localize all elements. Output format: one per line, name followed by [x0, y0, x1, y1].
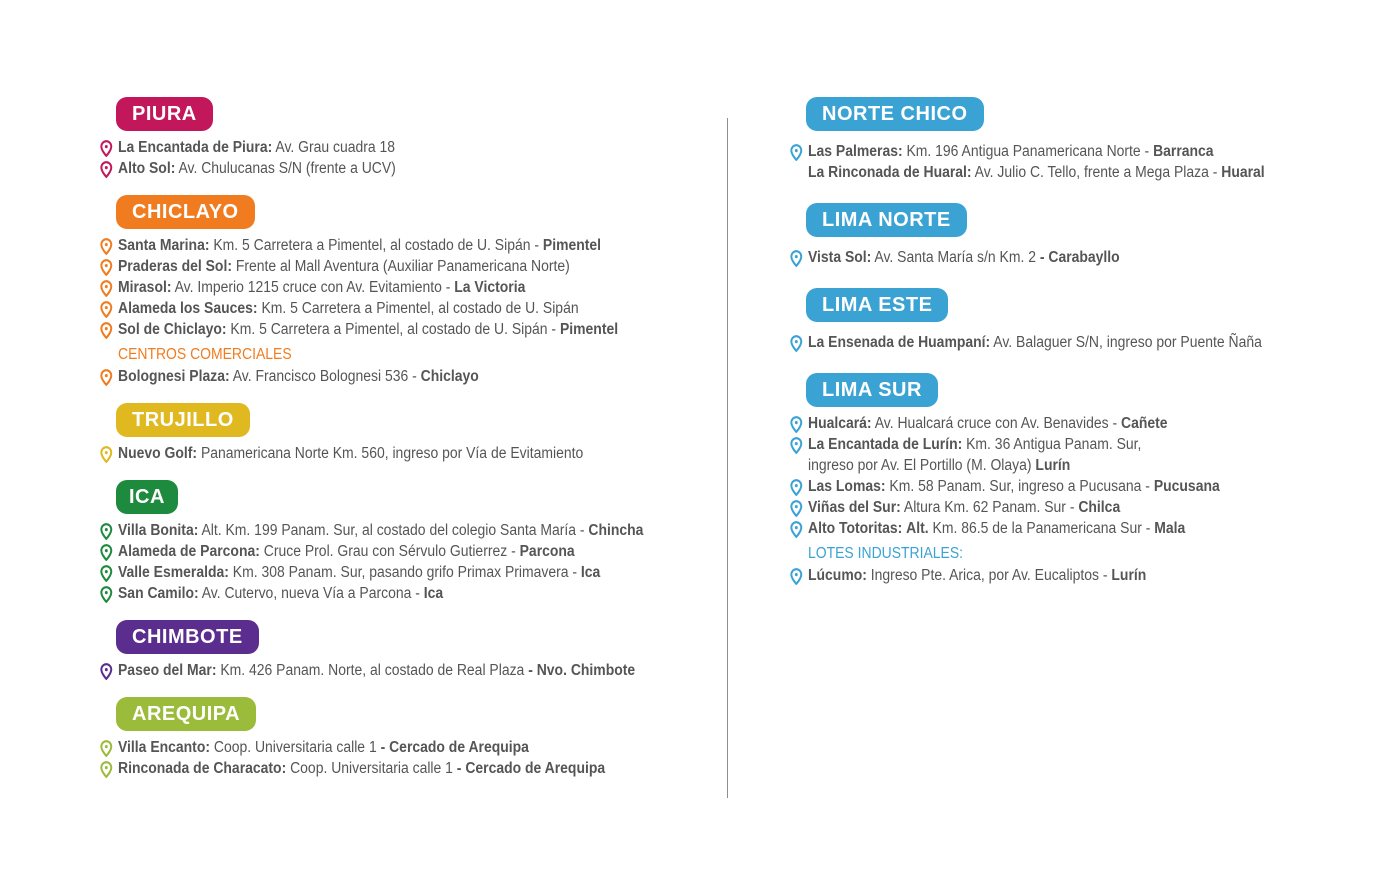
location-name: Alto Sol: [118, 160, 176, 177]
location-address: Coop. Universitaria calle 1 [290, 760, 457, 777]
map-pin-icon [100, 301, 113, 318]
location-name: Viñas del Sur: [808, 499, 901, 516]
map-pin-icon [790, 521, 803, 538]
location-place: - Cercado de Arequipa [380, 739, 529, 756]
location-list [100, 660, 710, 681]
subheading-lotes-industriales: LOTES INDUSTRIALES: [808, 545, 964, 562]
location-list [790, 332, 1350, 353]
list-item [100, 737, 727, 758]
location-name: Rinconada de Characato: [118, 760, 287, 777]
location-name: Sol de Chiclayo: [118, 321, 227, 338]
region-badge-chiclayo: CHICLAYO [116, 195, 255, 229]
location-list [100, 137, 710, 179]
location-name: Valle Esmeralda: [118, 564, 229, 581]
region-badge-arequipa: AREQUIPA [116, 697, 256, 731]
list-item [790, 518, 1367, 539]
list-item [100, 158, 727, 179]
location-place: Cañete [1121, 415, 1168, 432]
location-address-line2 [808, 455, 1367, 476]
list-item [100, 235, 727, 256]
region-lima-sur [790, 373, 1350, 586]
map-pin-icon [100, 523, 113, 540]
map-pin-icon [100, 322, 113, 339]
location-address: Av. Cutervo, nueva Vía a Parcona - [201, 585, 424, 602]
location-place: Huaral [1221, 164, 1265, 181]
region-badge-norte-chico: NORTE CHICO [806, 97, 984, 131]
location-name: La Encantada de Piura: [118, 139, 273, 156]
list-item [790, 247, 1367, 268]
location-list [790, 141, 1350, 183]
location-address: Cruce Prol. Grau con Sérvulo Gutierrez - [263, 543, 520, 560]
list-item [790, 476, 1367, 497]
location-place: Chilca [1078, 499, 1121, 516]
location-name: Alto Totoritas: [808, 520, 903, 537]
list-item [100, 298, 727, 319]
map-pin-icon [100, 161, 113, 178]
list-item [100, 277, 727, 298]
location-address: Av. Julio C. Tello, frente a Mega Plaza - [974, 164, 1222, 181]
location-place: Lurín [1035, 457, 1071, 474]
location-address-bold: Alt. [906, 520, 929, 537]
list-item [790, 565, 1367, 586]
location-name: La Rinconada de Huaral: [808, 164, 972, 181]
location-name: Lúcumo: [808, 567, 867, 584]
map-pin-icon [790, 335, 803, 352]
map-pin-icon [790, 437, 803, 454]
location-place: Ica [423, 585, 444, 602]
location-address: Km. 36 Antigua Panam. Sur, [966, 436, 1142, 453]
location-address: Coop. Universitaria calle 1 [213, 739, 381, 756]
region-badge-trujillo: TRUJILLO [116, 403, 250, 437]
map-pin-icon [100, 544, 113, 561]
region-badge-lima-sur: LIMA SUR [806, 373, 938, 407]
list-item [100, 562, 727, 583]
location-list [790, 565, 1350, 586]
location-list [100, 235, 710, 340]
region-ica [100, 480, 710, 604]
region-chiclayo [100, 195, 710, 387]
location-address: Av. Hualcará cruce con Av. Benavides - [874, 415, 1122, 432]
region-arequipa [100, 697, 710, 779]
list-item [100, 366, 727, 387]
map-pin-icon [790, 479, 803, 496]
location-address: Ingreso Pte. Arica, por Av. Eucaliptos - [870, 567, 1112, 584]
map-pin-icon [100, 446, 113, 463]
location-place: Chiclayo [420, 368, 479, 385]
map-pin-icon [790, 500, 803, 517]
location-name: Vista Sol: [808, 249, 872, 266]
map-pin-icon [100, 586, 113, 603]
location-address: Av. Santa María s/n Km. 2 [874, 249, 1040, 266]
location-address: Km. 86.5 de la Panamericana Sur - [928, 520, 1155, 537]
location-list [100, 737, 710, 779]
list-item [100, 758, 727, 779]
map-pin-icon [790, 144, 803, 161]
map-pin-icon [100, 259, 113, 276]
region-lima-norte [790, 203, 1350, 268]
list-item [790, 497, 1367, 518]
region-badge-piura: PIURA [116, 97, 213, 131]
location-address: Km. 5 Carretera a Pimentel, al costado de U. Sipán - [230, 321, 560, 338]
map-pin-icon [100, 140, 113, 157]
location-address: Panamericana Norte Km. 560, ingreso por Vía de Evitamiento [200, 445, 584, 462]
location-name: Santa Marina: [118, 237, 210, 254]
map-pin-icon [100, 663, 113, 680]
location-name: Paseo del Mar: [118, 662, 217, 679]
location-place: Chincha [588, 522, 644, 539]
list-item [100, 137, 727, 158]
list-item [790, 434, 1367, 476]
list-item [790, 332, 1367, 353]
location-place: Pimentel [542, 237, 602, 254]
map-pin-icon [100, 238, 113, 255]
location-name: Mirasol: [118, 279, 172, 296]
region-norte-chico [790, 97, 1350, 183]
location-address: Km. 426 Panam. Norte, al costado de Real Plaza [220, 662, 529, 679]
location-name: Hualcará: [808, 415, 872, 432]
location-place: Mala [1154, 520, 1186, 537]
location-place: La Victoria [454, 279, 526, 296]
location-name: Las Lomas: [808, 478, 886, 495]
subheading-centros-comerciales: CENTROS COMERCIALES [118, 346, 292, 363]
location-address: Av. Francisco Bolognesi 536 - [232, 368, 421, 385]
location-place: Parcona [519, 543, 575, 560]
location-address: Km. 5 Carretera a Pimentel, al costado de U. Sipán [261, 300, 579, 317]
map-pin-icon [100, 740, 113, 757]
left-column [100, 97, 710, 779]
location-address: Km. 58 Panam. Sur, ingreso a Pucusana - [889, 478, 1154, 495]
region-badge-lima-norte: LIMA NORTE [806, 203, 967, 237]
location-name: La Encantada de Lurín: [808, 436, 963, 453]
location-address: Km. 5 Carretera a Pimentel, al costado de U. Sipán - [213, 237, 543, 254]
location-name: Villa Encanto: [118, 739, 210, 756]
location-address: Altura Km. 62 Panam. Sur - [903, 499, 1079, 516]
location-list [790, 247, 1350, 268]
region-trujillo [100, 403, 710, 464]
location-name: Alameda de Parcona: [118, 543, 260, 560]
location-address: Av. Chulucanas S/N (frente a UCV) [178, 160, 396, 177]
location-address-continued: ingreso por Av. El Portillo (M. Olaya) [808, 457, 1036, 474]
location-address: Km. 196 Antigua Panamericana Norte - [906, 143, 1154, 160]
map-pin-icon [100, 280, 113, 297]
region-piura [100, 97, 710, 179]
list-item [100, 256, 727, 277]
location-place: Pimentel [559, 321, 619, 338]
list-item [100, 443, 727, 464]
map-pin-icon [100, 761, 113, 778]
map-pin-icon [100, 369, 113, 386]
map-pin-icon [790, 568, 803, 585]
location-address: Km. 308 Panam. Sur, pasando grifo Primax Primavera - [232, 564, 581, 581]
location-address: Alt. Km. 199 Panam. Sur, al costado del colegio Santa María - [201, 522, 589, 539]
location-place: Ica [580, 564, 601, 581]
location-list [100, 443, 710, 464]
location-list [100, 520, 710, 604]
location-list [790, 413, 1350, 539]
location-place: - Nvo. Chimbote [528, 662, 636, 679]
list-item [790, 162, 1367, 183]
list-item [100, 319, 727, 340]
list-item [790, 413, 1367, 434]
location-name: Villa Bonita: [118, 522, 199, 539]
map-pin-icon [790, 250, 803, 267]
region-badge-chimbote: CHIMBOTE [116, 620, 259, 654]
location-place: Pucusana [1153, 478, 1220, 495]
location-address: Av. Balaguer S/N, ingreso por Puente Ñaña [993, 334, 1262, 351]
list-item [100, 583, 727, 604]
region-badge-lima-este: LIMA ESTE [806, 288, 948, 322]
location-list [100, 366, 710, 387]
list-item [100, 660, 727, 681]
location-name: Bolognesi Plaza: [118, 368, 230, 385]
map-pin-icon [790, 416, 803, 433]
region-lima-este [790, 288, 1350, 353]
location-place: - Carabayllo [1039, 249, 1120, 266]
region-chimbote [100, 620, 710, 681]
location-address: Av. Imperio 1215 cruce con Av. Evitamiento - [174, 279, 455, 296]
region-badge-ica: ICA [116, 480, 178, 514]
list-item [100, 520, 727, 541]
map-pin-icon [100, 565, 113, 582]
location-place: - Cercado de Arequipa [456, 760, 606, 777]
right-column [790, 97, 1350, 586]
location-place: Barranca [1153, 143, 1214, 160]
list-item [100, 541, 727, 562]
location-name: Alameda los Sauces: [118, 300, 258, 317]
location-name: Nuevo Golf: [118, 445, 198, 462]
location-name: San Camilo: [118, 585, 199, 602]
list-item [790, 141, 1367, 162]
location-name: Praderas del Sol: [118, 258, 232, 275]
location-address: Av. Grau cuadra 18 [275, 139, 396, 156]
location-name: La Ensenada de Huampaní: [808, 334, 991, 351]
location-place: Lurín [1111, 567, 1147, 584]
location-address: Frente al Mall Aventura (Auxiliar Panamericana Norte) [235, 258, 570, 275]
location-name: Las Palmeras: [808, 143, 903, 160]
